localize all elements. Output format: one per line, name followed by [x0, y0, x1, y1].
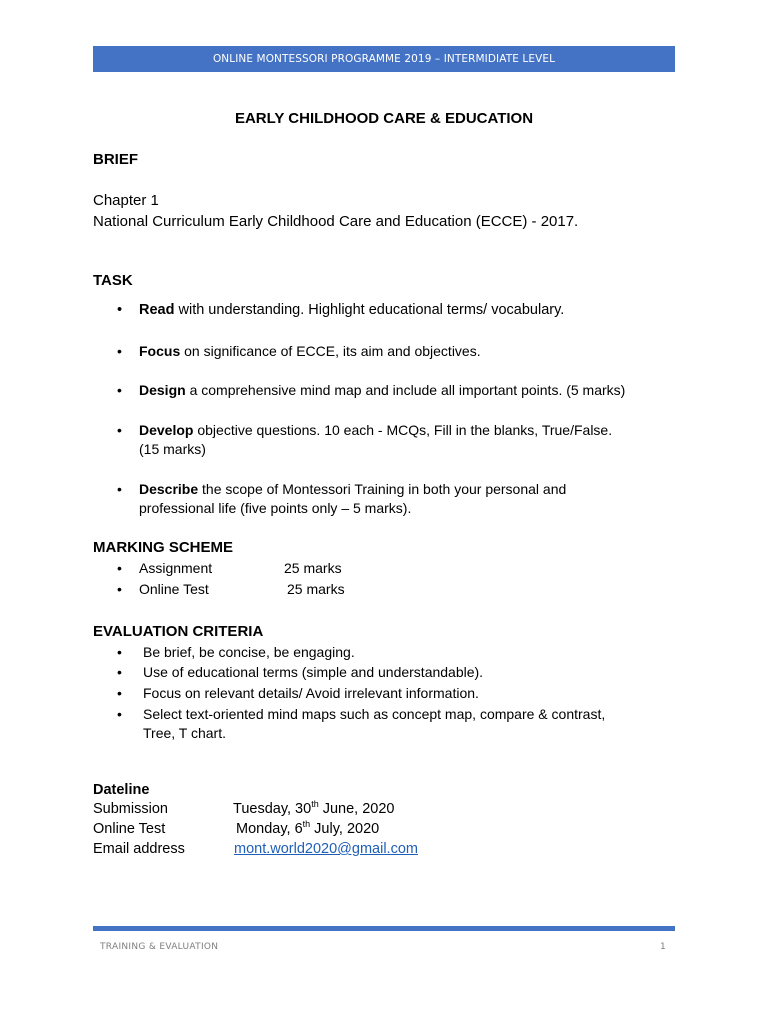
bullet-icon: •: [117, 481, 122, 497]
task-heading: TASK: [93, 272, 133, 289]
task-verb: Focus: [139, 343, 181, 359]
email-link[interactable]: mont.world2020@gmail.com: [234, 841, 418, 857]
bullet-icon: •: [117, 706, 122, 722]
criteria-text: Select text-oriented mind maps such as concept map, compare & contrast,: [143, 706, 606, 722]
header-text: ONLINE MONTESSORI PROGRAMME 2019 – INTERMIDIATE LEVEL: [212, 53, 556, 65]
criteria-text: Be brief, be concise, be engaging.: [143, 644, 355, 660]
task-text: objective questions. 10 each - MCQs, Fill in the blanks, True/False.: [193, 422, 613, 438]
brief-description: National Curriculum Early Childhood Care and Education (ECCE) - 2017.: [93, 213, 579, 230]
task-text-continued: (15 marks): [139, 441, 206, 457]
task-verb: Describe: [139, 481, 199, 497]
submission-label: Submission: [93, 801, 168, 817]
criteria-text-continued: Tree, T chart.: [143, 725, 226, 741]
task-text: a comprehensive mind map and include all important points. (5 marks): [185, 382, 626, 398]
marking-value: 25 marks: [287, 581, 345, 597]
bullet-icon: •: [117, 382, 122, 398]
brief-heading: BRIEF: [93, 151, 138, 168]
task-text: on significance of ECCE, its aim and objectives.: [180, 343, 481, 359]
marking-heading: MARKING SCHEME: [93, 539, 234, 556]
footer-section-title: TRAINING & EVALUATION: [100, 942, 219, 952]
online-test-date: Monday, 6th July, 2020: [236, 819, 380, 837]
task-text: with understanding. Highlight educational terms/ vocabulary.: [174, 302, 565, 318]
document-title: EARLY CHILDHOOD CARE & EDUCATION: [234, 110, 534, 127]
task-verb: Develop: [139, 422, 194, 438]
bullet-icon: •: [117, 422, 122, 438]
criteria-text: Use of educational terms (simple and understandable).: [143, 664, 484, 680]
criteria-text: Focus on relevant details/ Avoid irrelevant information.: [143, 685, 479, 701]
bullet-icon: •: [117, 302, 123, 318]
online-test-label: Online Test: [93, 821, 166, 837]
chapter-label: Chapter 1: [93, 192, 159, 209]
submission-date: Tuesday, 30th June, 2020: [233, 799, 395, 817]
marking-value: 25 marks: [284, 560, 342, 576]
email-label: Email address: [93, 841, 185, 857]
header-bar: [93, 46, 675, 72]
marking-label: Assignment: [139, 560, 213, 576]
task-text: the scope of Montessori Training in both your personal and: [198, 481, 567, 497]
footer-divider: [93, 926, 675, 931]
task-verb: Design: [139, 382, 186, 398]
dateline-heading: Dateline: [93, 782, 150, 798]
bullet-icon: •: [117, 664, 122, 680]
task-verb: Read: [139, 302, 175, 318]
marking-label: Online Test: [139, 581, 209, 597]
page-number: 1: [660, 942, 667, 952]
bullet-icon: •: [117, 343, 122, 359]
task-text-continued: professional life (five points only – 5 marks).: [139, 500, 412, 516]
bullet-icon: •: [117, 560, 122, 576]
evaluation-heading: EVALUATION CRITERIA: [93, 623, 264, 640]
bullet-icon: •: [117, 581, 122, 597]
bullet-icon: •: [117, 685, 122, 701]
bullet-icon: •: [117, 644, 122, 660]
